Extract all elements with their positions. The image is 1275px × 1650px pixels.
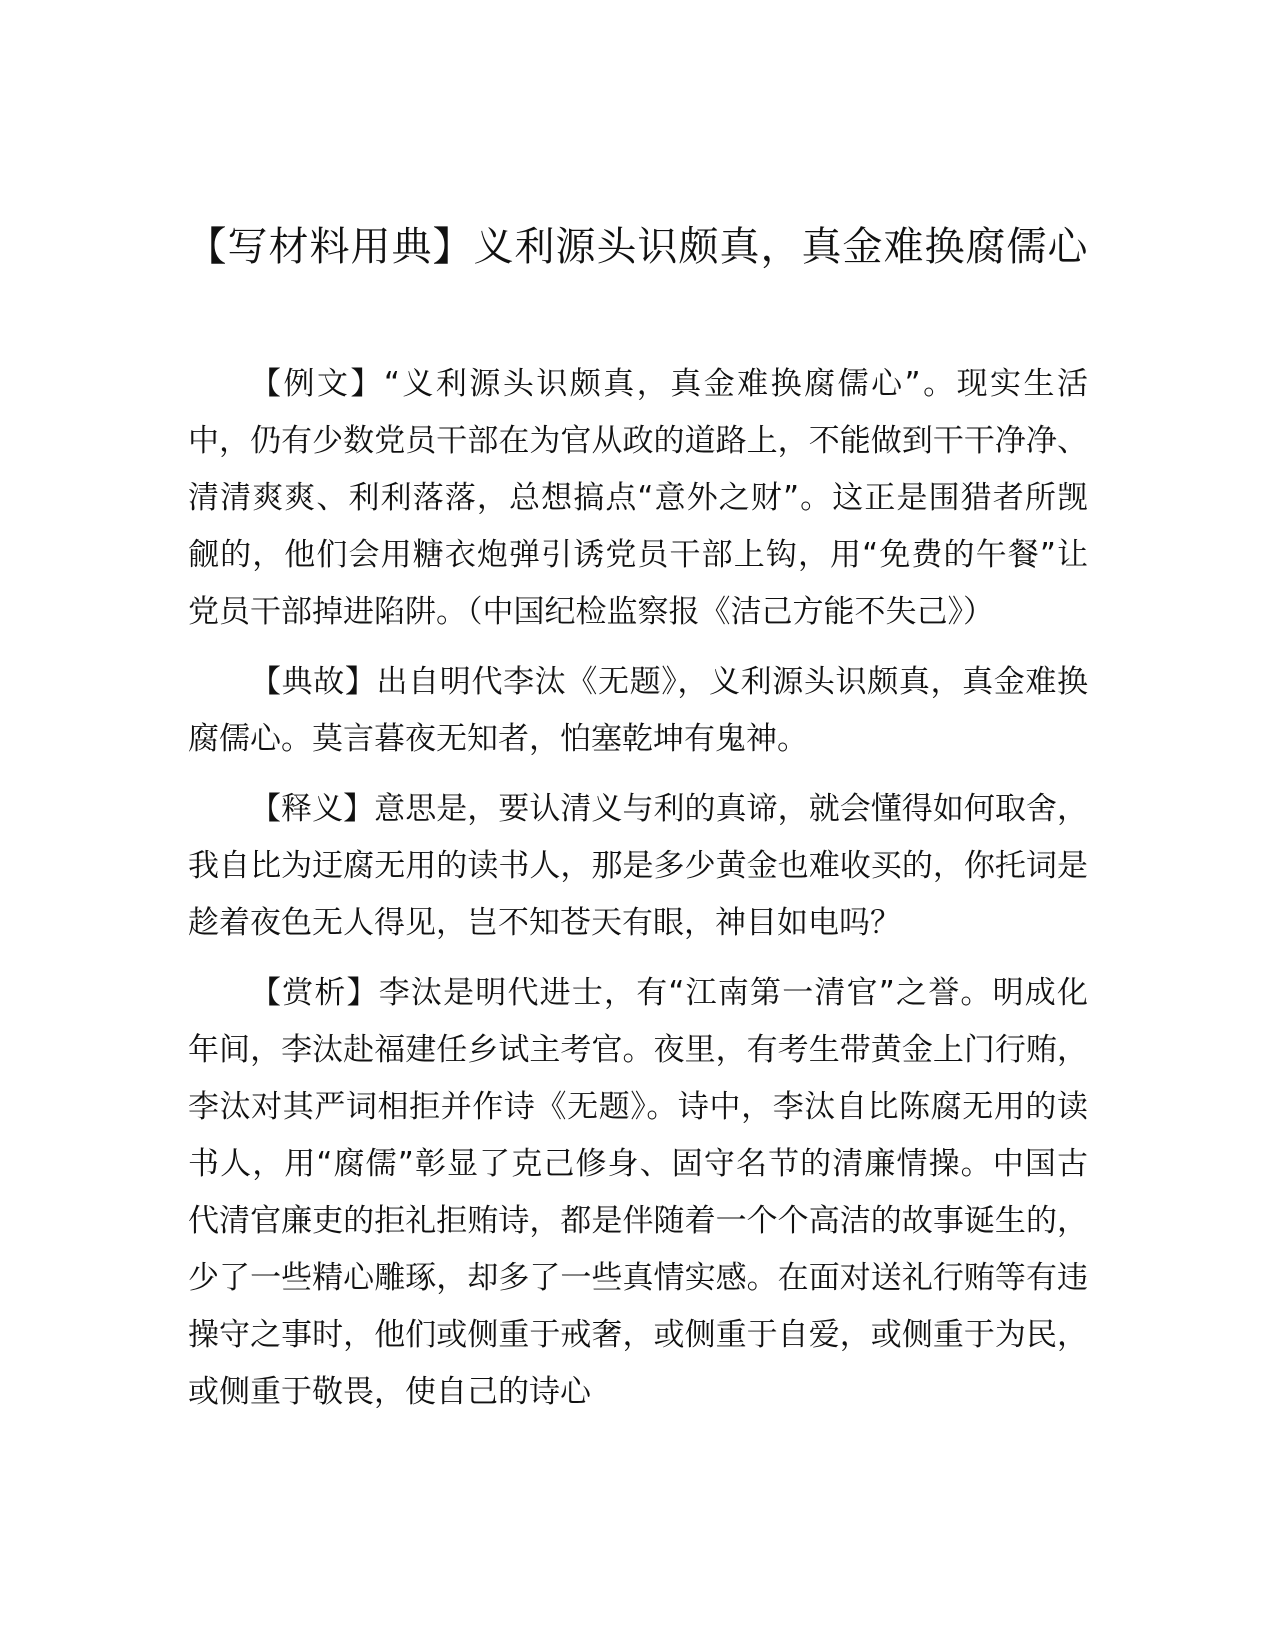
paragraph-interpretation: 【释义】意思是，要认清义与利的真谛，就会懂得如何取舍，我自比为迂腐无用的读书人，那是多少黄金也难收买的，你托词是趁着夜色无人得见，岂不知苍天有眼，神目如电吗？ (188, 791, 1088, 941)
paragraph-appreciation: 【赏析】李汰是明代进士，有“江南第一清官”之誉。明成化年间，李汰赴福建任乡试主考官。夜里，有考生带黄金上门行贿，李汰对其严词相拒并作诗《无题》。诗中，李汰自比陈腐无用的读书人，用“腐儒”彰显了克己修身、固守名节的清廉情操。中国古代清官廉吏的拒礼拒贿诗，都是伴随着一个个高洁的故事诞生的，少了一些精心雕琢，却多了一些真情实感。在面对送礼行贿等有违操守之事时，他们或侧重于戒奢，或侧重于自爱，或侧重于为民，或侧重于敬畏，使自己的诗心 (188, 975, 1088, 1410)
document-body (188, 356, 1088, 1434)
paragraph-example: 【例文】“义利源头识颇真，真金难换腐儒心”。现实生活中，仍有少数党员干部在为官从政的道路上，不能做到干干净净、清清爽爽、利利落落，总想搞点“意外之财”。这正是围猎者所觊觎的，他们会用糖衣炮弹引诱党员干部上钩，用“免费的午餐”让党员干部掉进陷阱。（中国纪检监察报《洁己方能不失己》） (188, 366, 1088, 630)
document-title: 【写材料用典】义利源头识颇真，真金难换腐儒心 (186, 224, 1089, 270)
paragraph-allusion: 【典故】出自明代李汰《无题》，义利源头识颇真，真金难换腐儒心。莫言暮夜无知者，怕塞乾坤有鬼神。 (188, 664, 1088, 757)
